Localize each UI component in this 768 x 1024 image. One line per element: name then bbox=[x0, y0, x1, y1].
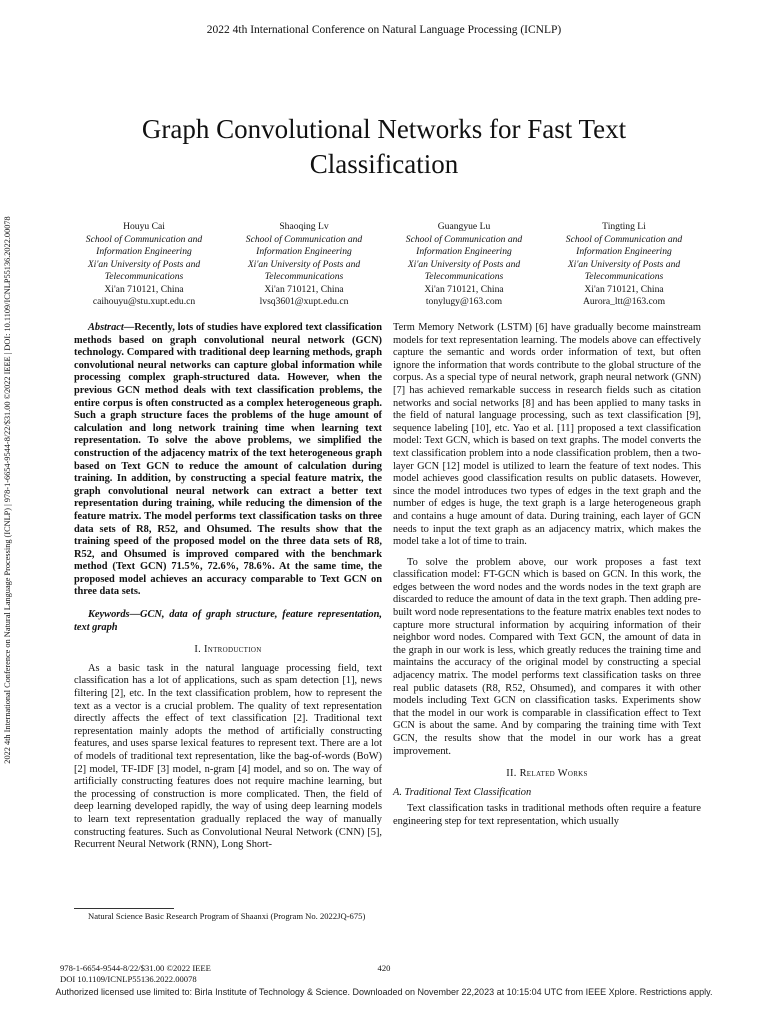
keywords: Keywords—GCN, data of graph structure, feature representation, text graph bbox=[74, 609, 382, 633]
right-column bbox=[393, 322, 701, 829]
author-affiliation: School of Communication and Information Engineering bbox=[245, 233, 363, 257]
footnote-rule bbox=[74, 908, 174, 909]
subsection-heading: A. Traditional Text Classification bbox=[393, 786, 532, 798]
abstract-label: Abstract bbox=[88, 322, 124, 333]
side-identifier: 2022 4th International Conference on Natural Language Processing (ICNLP) | 978-1-6654-9544-8/22/$31.00 ©2022 IEEE | DOI: 10.1109/ICNLP55136.2022.00078 bbox=[3, 216, 12, 764]
left-column bbox=[74, 322, 382, 852]
section-heading-related-works: II. Related Works bbox=[506, 768, 588, 780]
section-heading-introduction: I. Introduction bbox=[194, 644, 262, 656]
footnote bbox=[74, 908, 382, 922]
author-2 bbox=[224, 221, 384, 309]
author-email: caihouyu@stu.xupt.edu.cn bbox=[92, 296, 196, 307]
author-name: Tingting Li bbox=[602, 221, 646, 232]
author-affiliation: School of Communication and Information Engineering bbox=[85, 233, 203, 257]
author-affiliation: School of Communication and Information Engineering bbox=[405, 233, 523, 257]
page-number: 420 bbox=[377, 963, 391, 973]
author-email: tonylugy@163.com bbox=[425, 296, 503, 307]
abstract bbox=[74, 322, 382, 599]
author-affiliation: School of Communication and Information Engineering bbox=[565, 233, 683, 257]
author-name: Guangyue Lu bbox=[437, 221, 491, 232]
author-email: Aurora_ltt@163.com bbox=[582, 296, 666, 307]
paper-title: Graph Convolutional Networks for Fast Text Classification bbox=[141, 114, 627, 179]
author-city: Xi'an 710121, China bbox=[104, 283, 184, 295]
body-paragraph: To solve the problem above, our work proposes a fast text classification model: FT-GCN which is based on GCN. In this work, the edges between the word nodes and the words nodes in the text graph are discarded to reduce the amount of data in the text graph. Then adding pre-built word node representations to the feature matrix enables text nodes to capture more structural information by acquiring information of their neighbor word nodes. Compared with Text GCN, the amount of data in the graph in our work is less, which greatly reduces the training time and maintains the accuracy of the original model by constructing a special adjacency matrix. The model performs text classification tasks on three real public datasets (R8, R52, Ohsumed), and compares it with other models including Text GCN on classification tasks. Experiments show that the model in our work is comparable in classification effect to Text GCN is about the same. And by comparing the training time with Text GCN, the results show that the model in our work has a great improvement. bbox=[393, 556, 701, 757]
author-university: Xi'an University of Posts and Telecommunications bbox=[247, 258, 361, 282]
author-block bbox=[64, 221, 704, 309]
authorized-use-notice: Authorized licensed use limited to: Birla Institute of Technology & Science. Downloaded on November 22,2023 at 10:15:04 UTC from IEEE Xplore. Restrictions apply. bbox=[55, 987, 713, 997]
author-city: Xi'an 710121, China bbox=[584, 283, 664, 295]
abstract-text: —Recently, lots of studies have explored text classification methods based on graph convolutional neural network (GCN) technology. Compared with traditional deep learning methods, graph convolutional neural networks can capture global information while processing complex graph-structured data. However, when the previous GCN method deals with text classification problems, the entire corpus is often constructed as a complex heterogeneous graph. Such a graph structure faces the problems of the huge amount of calculation and long network training time when learning text representation. To solve the above problems, we simplified the construction of the adjacency matrix of the text heterogeneous graph based on Text GCN to reduce the amount of calculation during training. In addition, by constructing a special feature matrix, the graph convolutional neural network can extract a better text representation during training, while reducing the dimension of the feature matrix. The model performs text classification tasks on three data sets of R8, R52, and Ohsumed. The results show that the training speed of the proposed model on the three data sets of R8, R52, and Ohsumed is improved compared with the benchmark method (Text GCN) 71.5%, 72.6%, 78.6%. At the same time, the proposed model achieves an accuracy comparable to Text GCN on three data sets. bbox=[74, 322, 382, 598]
author-email: lvsq3601@xupt.edu.cn bbox=[259, 296, 349, 307]
footer-identifiers bbox=[60, 963, 211, 984]
author-1 bbox=[64, 221, 224, 309]
footnote-text: Natural Science Basic Research Program of Shaanxi (Program No. 2022JQ-675) bbox=[88, 911, 366, 921]
author-4 bbox=[544, 221, 704, 309]
body-paragraph: Text classification tasks in traditional methods often require a feature engineering step for text representation, which usually bbox=[393, 803, 701, 827]
footer-doi: DOI 10.1109/ICNLP55136.2022.00078 bbox=[60, 973, 197, 984]
body-paragraph: Term Memory Network (LSTM) [6] have gradually become mainstream models for text representation learning. The models above can effectively capture the semantic and words order information of text, but often ignore the information that words contribute to the global structure of the corpus. As a special type of neural network, graph neural network (GNN) [7] has achieved remarkable success in research fields such as citation networks and social networks [8] and has been applied to many tasks in the field of natural language processing, such as text classification [9], sequence labeling [10], etc. Yao et al. [11] proposed a text classification model: Text GCN, which is based on text graphs. The model converts the text classification problem into a node classification problem, then a two-layer GCN [12] model is utilized to learn the feature of text nodes. This model achieves good classification results on public datasets. However, since the model introduces two types of edges in the text graph and the number of edges is huge, the text graph is a large heterogeneous graph and contains a huge amount of data. During training, each layer of GCN needs to input the text graph as an adjacency matrix, which makes the model take a lot of time to train. bbox=[393, 322, 701, 548]
author-name: Houyu Cai bbox=[123, 221, 165, 232]
author-3 bbox=[384, 221, 544, 309]
author-university: Xi'an University of Posts and Telecommunications bbox=[567, 258, 681, 282]
footer-isbn: 978-1-6654-9544-8/22/$31.00 ©2022 IEEE bbox=[60, 963, 211, 973]
author-university: Xi'an University of Posts and Telecommunications bbox=[87, 258, 201, 282]
author-name: Shaoqing Lv bbox=[279, 221, 329, 232]
introduction-paragraph: As a basic task in the natural language processing field, text classification has a lot of applications, such as spam detection [1], news filtering [2], etc. In the text classification problem, how to represent the text as a vector is a crucial problem. The quality of text representation directly affects the effect of text classification [2]. Traditional text representation mainly adopts the method of artificially constructing features, and uses sparse lexical features to represent text. There are a lot of models of traditional text representation, like the bag-of-words (BoW) [2] model, TF-IDF [3] model, n-gram [4] model, and so on. The way of artificially constructing features does not require machine learning, but the processing of construction is more complicated. Then, the field of deep learning developed rapidly, the way of using deep learning models to learn text representation gradually replaced the way of manually constructing features. Such as Convolutional Neural Network (CNN) [5], Recurrent Neural Network (RNN), Long Short- bbox=[74, 662, 382, 851]
author-university: Xi'an University of Posts and Telecommunications bbox=[407, 258, 521, 282]
author-city: Xi'an 710121, China bbox=[264, 283, 344, 295]
conference-header: 2022 4th International Conference on Natural Language Processing (ICNLP) bbox=[206, 24, 562, 36]
author-city: Xi'an 710121, China bbox=[424, 283, 504, 295]
